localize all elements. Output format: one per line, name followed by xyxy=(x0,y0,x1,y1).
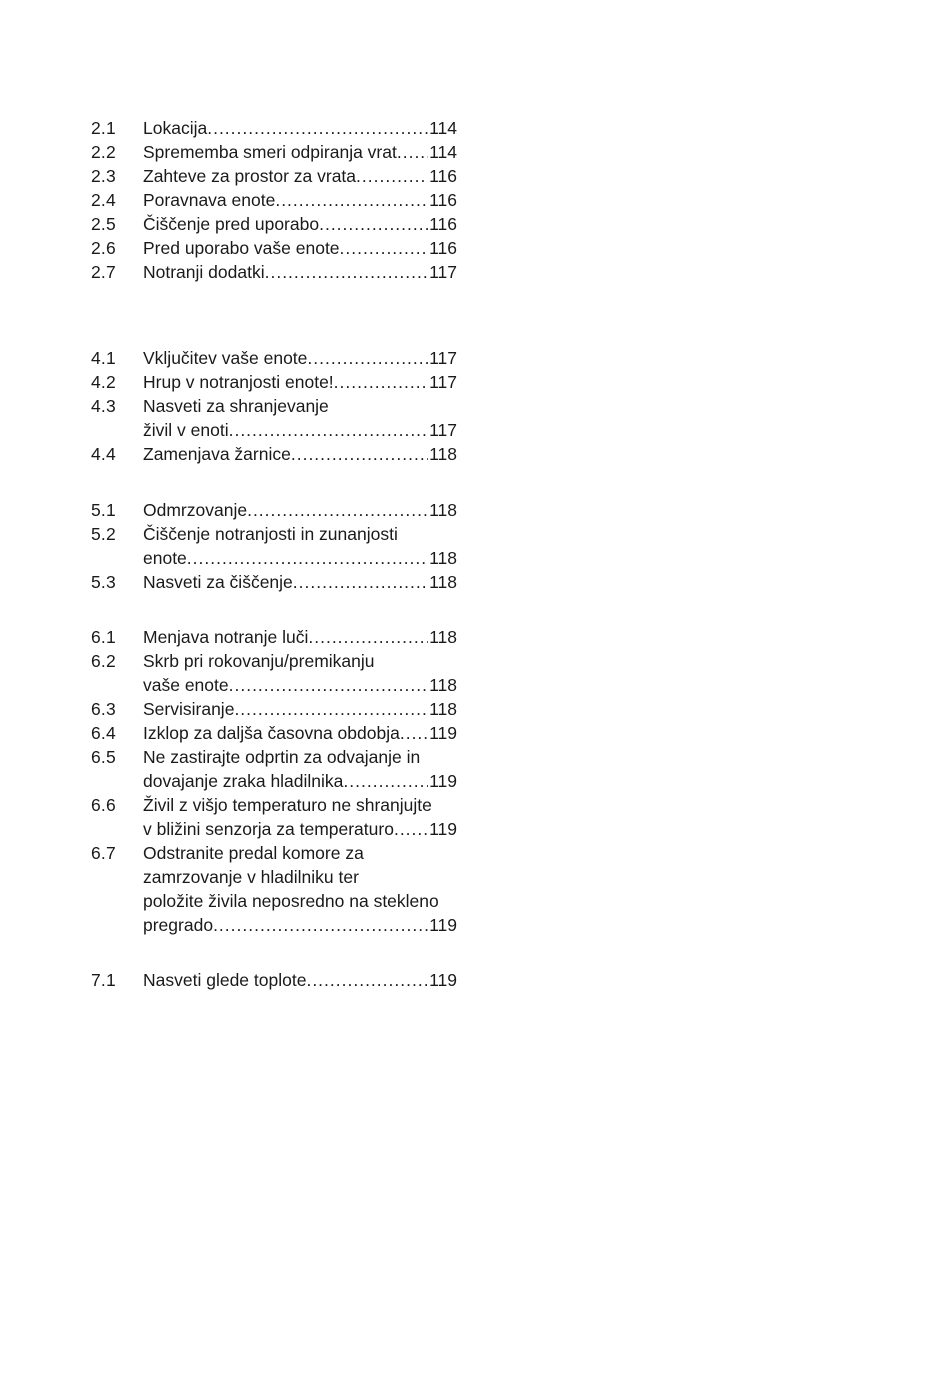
toc-entry-number: 4.1 xyxy=(91,348,116,368)
toc-entry-number: 2.4 xyxy=(91,190,116,210)
toc-entry-title-row xyxy=(143,570,457,594)
toc-entry-title-row xyxy=(143,968,457,992)
toc-entry[interactable] xyxy=(91,370,457,394)
toc-entry-title: dovajanje zraka hladilnika xyxy=(143,771,344,791)
toc-entry[interactable] xyxy=(91,442,457,466)
toc-section xyxy=(91,116,457,284)
toc-entry-body xyxy=(143,212,457,236)
toc-entry-body xyxy=(143,522,457,570)
toc-entry[interactable] xyxy=(91,745,457,793)
toc-entry-body xyxy=(143,140,457,164)
toc-entry-body xyxy=(143,625,457,649)
toc-entry-number: 2.2 xyxy=(91,142,116,162)
toc-entry-title-line: Čiščenje notranjosti in zunanjosti xyxy=(143,524,398,544)
toc-entry-title-line: Odstranite predal komore za xyxy=(143,843,364,863)
toc-entry-body xyxy=(143,697,457,721)
dot-leader xyxy=(306,968,428,992)
toc-entry-title-row xyxy=(143,721,457,745)
toc-entry-number: 7.1 xyxy=(91,970,116,990)
toc-entry[interactable] xyxy=(91,394,457,442)
dot-leader xyxy=(229,418,429,442)
toc-entry-title: Zahteve za prostor za vrata xyxy=(143,166,357,186)
dot-leader xyxy=(308,625,428,649)
toc-entry[interactable] xyxy=(91,721,457,745)
toc-entry-page-number: 119 xyxy=(429,771,457,791)
toc-entry-number: 4.4 xyxy=(91,444,116,464)
dot-leader xyxy=(307,346,428,370)
toc-entry[interactable] xyxy=(91,164,457,188)
toc-entry-title-row xyxy=(143,370,457,394)
toc-entry-title-row xyxy=(143,260,457,284)
toc-section xyxy=(91,498,457,594)
toc-entry-page-number: 118 xyxy=(429,699,457,719)
dot-leader xyxy=(275,188,428,212)
dot-leader xyxy=(334,370,428,394)
toc-entry[interactable] xyxy=(91,116,457,140)
toc-entry-body xyxy=(143,442,457,466)
toc-entry-body xyxy=(143,236,457,260)
dot-leader xyxy=(397,140,428,164)
toc-entry-title-row xyxy=(143,913,457,937)
toc-entry-title: Zamenjava žarnice xyxy=(143,444,291,464)
toc-entry-page-number: 114 xyxy=(429,142,457,162)
toc-entry-title: Izklop za daljša časovna obdobja xyxy=(143,723,400,743)
toc-entry-title-row xyxy=(143,442,457,466)
toc-entry-page-number: 119 xyxy=(429,723,457,743)
toc-entry-number: 2.1 xyxy=(91,118,116,138)
toc-entry-title-row xyxy=(143,164,457,188)
toc-entry-body xyxy=(143,721,457,745)
toc-entry-title-row xyxy=(143,212,457,236)
toc-entry-title-row xyxy=(143,418,457,442)
toc-entry[interactable] xyxy=(91,140,457,164)
toc-entry-body xyxy=(143,370,457,394)
toc-entry-page-number: 118 xyxy=(429,444,457,464)
toc-entry-number: 5.1 xyxy=(91,500,116,520)
toc-entry-number: 6.4 xyxy=(91,723,116,743)
toc-entry-title-line: Živil z višjo temperaturo ne shranjujte xyxy=(143,795,432,815)
toc-entry-title: Notranji dodatki xyxy=(143,262,265,282)
toc-entry-page-number: 116 xyxy=(429,166,457,186)
toc-entry-page-number: 117 xyxy=(429,262,457,282)
toc-entry-title-row xyxy=(143,188,457,212)
dot-leader xyxy=(247,498,428,522)
toc-section xyxy=(91,346,457,466)
dot-leader xyxy=(213,913,428,937)
toc-entry-title: Čiščenje pred uporabo xyxy=(143,214,320,234)
toc-entry-body xyxy=(143,968,457,992)
toc-entry-number: 6.3 xyxy=(91,699,116,719)
dot-leader xyxy=(394,817,428,841)
toc-entry-number: 4.2 xyxy=(91,372,116,392)
dot-leader xyxy=(340,236,429,260)
table-of-contents xyxy=(91,116,457,992)
toc-entry-title: Menjava notranje luči xyxy=(143,627,309,647)
toc-section xyxy=(91,625,457,937)
toc-entry[interactable] xyxy=(91,649,457,697)
toc-entry-body xyxy=(143,649,457,697)
toc-entry-number: 2.6 xyxy=(91,238,116,258)
toc-entry-title: enote xyxy=(143,548,187,568)
toc-entry[interactable] xyxy=(91,188,457,212)
toc-entry-title-line: položite živila neposredno na stekleno xyxy=(143,891,439,911)
toc-entry-page-number: 119 xyxy=(429,915,457,935)
toc-entry-title: Servisiranje xyxy=(143,699,235,719)
toc-entry-title: Pred uporabo vaše enote xyxy=(143,238,340,258)
toc-entry-number: 6.1 xyxy=(91,627,116,647)
toc-entry[interactable] xyxy=(91,841,457,937)
dot-leader xyxy=(291,442,428,466)
toc-entry-page-number: 118 xyxy=(429,675,457,695)
toc-entry-page-number: 117 xyxy=(429,420,457,440)
toc-entry-page-number: 114 xyxy=(429,118,457,138)
toc-entry[interactable] xyxy=(91,697,457,721)
toc-entry[interactable] xyxy=(91,236,457,260)
toc-entry[interactable] xyxy=(91,212,457,236)
toc-entry-title: v bližini senzorja za temperaturo xyxy=(143,819,394,839)
toc-entry-number: 2.3 xyxy=(91,166,116,186)
toc-entry-title: Nasveti za čiščenje xyxy=(143,572,293,592)
toc-entry-title: pregrado xyxy=(143,915,214,935)
toc-entry-title-row xyxy=(143,697,457,721)
toc-entry-title-row xyxy=(143,140,457,164)
dot-leader xyxy=(187,546,428,570)
dot-leader xyxy=(343,769,428,793)
toc-entry-number: 6.7 xyxy=(91,843,116,863)
dot-leader xyxy=(229,673,428,697)
dot-leader xyxy=(293,570,428,594)
toc-entry-number: 2.5 xyxy=(91,214,116,234)
toc-entry-number: 6.5 xyxy=(91,747,116,767)
toc-entry-page-number: 118 xyxy=(429,572,457,592)
toc-entry[interactable] xyxy=(91,793,457,841)
toc-entry-title: Lokacija xyxy=(143,118,208,138)
toc-entry[interactable] xyxy=(91,498,457,522)
dot-leader xyxy=(356,164,428,188)
toc-entry[interactable] xyxy=(91,522,457,570)
toc-entry-body xyxy=(143,346,457,370)
toc-entry-title-row xyxy=(143,236,457,260)
toc-entry-page-number: 119 xyxy=(429,819,457,839)
toc-entry-title: vaše enote xyxy=(143,675,229,695)
toc-entry-title-row xyxy=(143,346,457,370)
toc-entry-number: 5.3 xyxy=(91,572,116,592)
toc-entry-body xyxy=(143,745,457,793)
toc-entry-title: Hrup v notranjosti enote! xyxy=(143,372,334,392)
dot-leader xyxy=(265,260,428,284)
toc-entry-number: 2.7 xyxy=(91,262,116,282)
toc-entry-title-row xyxy=(143,625,457,649)
toc-entry-title: Poravnava enote xyxy=(143,190,276,210)
toc-entry-page-number: 116 xyxy=(429,238,457,258)
toc-entry-body xyxy=(143,260,457,284)
toc-entry-title-line: Skrb pri rokovanju/premikanju xyxy=(143,651,375,671)
dot-leader xyxy=(319,212,428,236)
toc-entry-page-number: 116 xyxy=(429,214,457,234)
toc-entry-page-number: 117 xyxy=(429,372,457,392)
toc-entry-title: Vključitev vaše enote xyxy=(143,348,308,368)
toc-entry-number: 4.3 xyxy=(91,396,116,416)
toc-entry-title-line: Ne zastirajte odprtin za odvajanje in xyxy=(143,747,421,767)
toc-entry-title-row xyxy=(143,673,457,697)
dot-leader xyxy=(207,116,428,140)
toc-entry[interactable] xyxy=(91,570,457,594)
toc-entry-title-row xyxy=(143,769,457,793)
toc-entry-body xyxy=(143,164,457,188)
toc-entry-page-number: 116 xyxy=(429,190,457,210)
toc-entry-page-number: 118 xyxy=(429,548,457,568)
toc-entry-body xyxy=(143,570,457,594)
toc-section xyxy=(91,968,457,992)
toc-entry-title: Nasveti glede toplote xyxy=(143,970,307,990)
toc-entry-page-number: 118 xyxy=(429,500,457,520)
toc-entry-title: živil v enoti xyxy=(143,420,229,440)
toc-entry[interactable] xyxy=(91,260,457,284)
toc-entry-title-row xyxy=(143,116,457,140)
toc-entry-body xyxy=(143,116,457,140)
toc-entry-title-line: Nasveti za shranjevanje xyxy=(143,396,329,416)
toc-entry-body xyxy=(143,841,457,937)
toc-entry[interactable] xyxy=(91,346,457,370)
toc-entry-body xyxy=(143,188,457,212)
toc-entry[interactable] xyxy=(91,625,457,649)
toc-entry-page-number: 117 xyxy=(429,348,457,368)
dot-leader xyxy=(234,697,428,721)
toc-entry-number: 6.2 xyxy=(91,651,116,671)
toc-entry-title-row xyxy=(143,817,457,841)
toc-entry-title-row xyxy=(143,546,457,570)
toc-entry-body xyxy=(143,793,457,841)
toc-entry-body xyxy=(143,498,457,522)
toc-entry-body xyxy=(143,394,457,442)
dot-leader xyxy=(400,721,428,745)
toc-entry-page-number: 118 xyxy=(429,627,457,647)
toc-entry-page-number: 119 xyxy=(429,970,457,990)
toc-entry[interactable] xyxy=(91,968,457,992)
toc-entry-number: 6.6 xyxy=(91,795,116,815)
toc-entry-title-line: zamrzovanje v hladilniku ter xyxy=(143,867,359,887)
toc-entry-number: 5.2 xyxy=(91,524,116,544)
toc-entry-title-row xyxy=(143,498,457,522)
toc-entry-title: Sprememba smeri odpiranja vrat xyxy=(143,142,397,162)
toc-entry-title: Odmrzovanje xyxy=(143,500,248,520)
